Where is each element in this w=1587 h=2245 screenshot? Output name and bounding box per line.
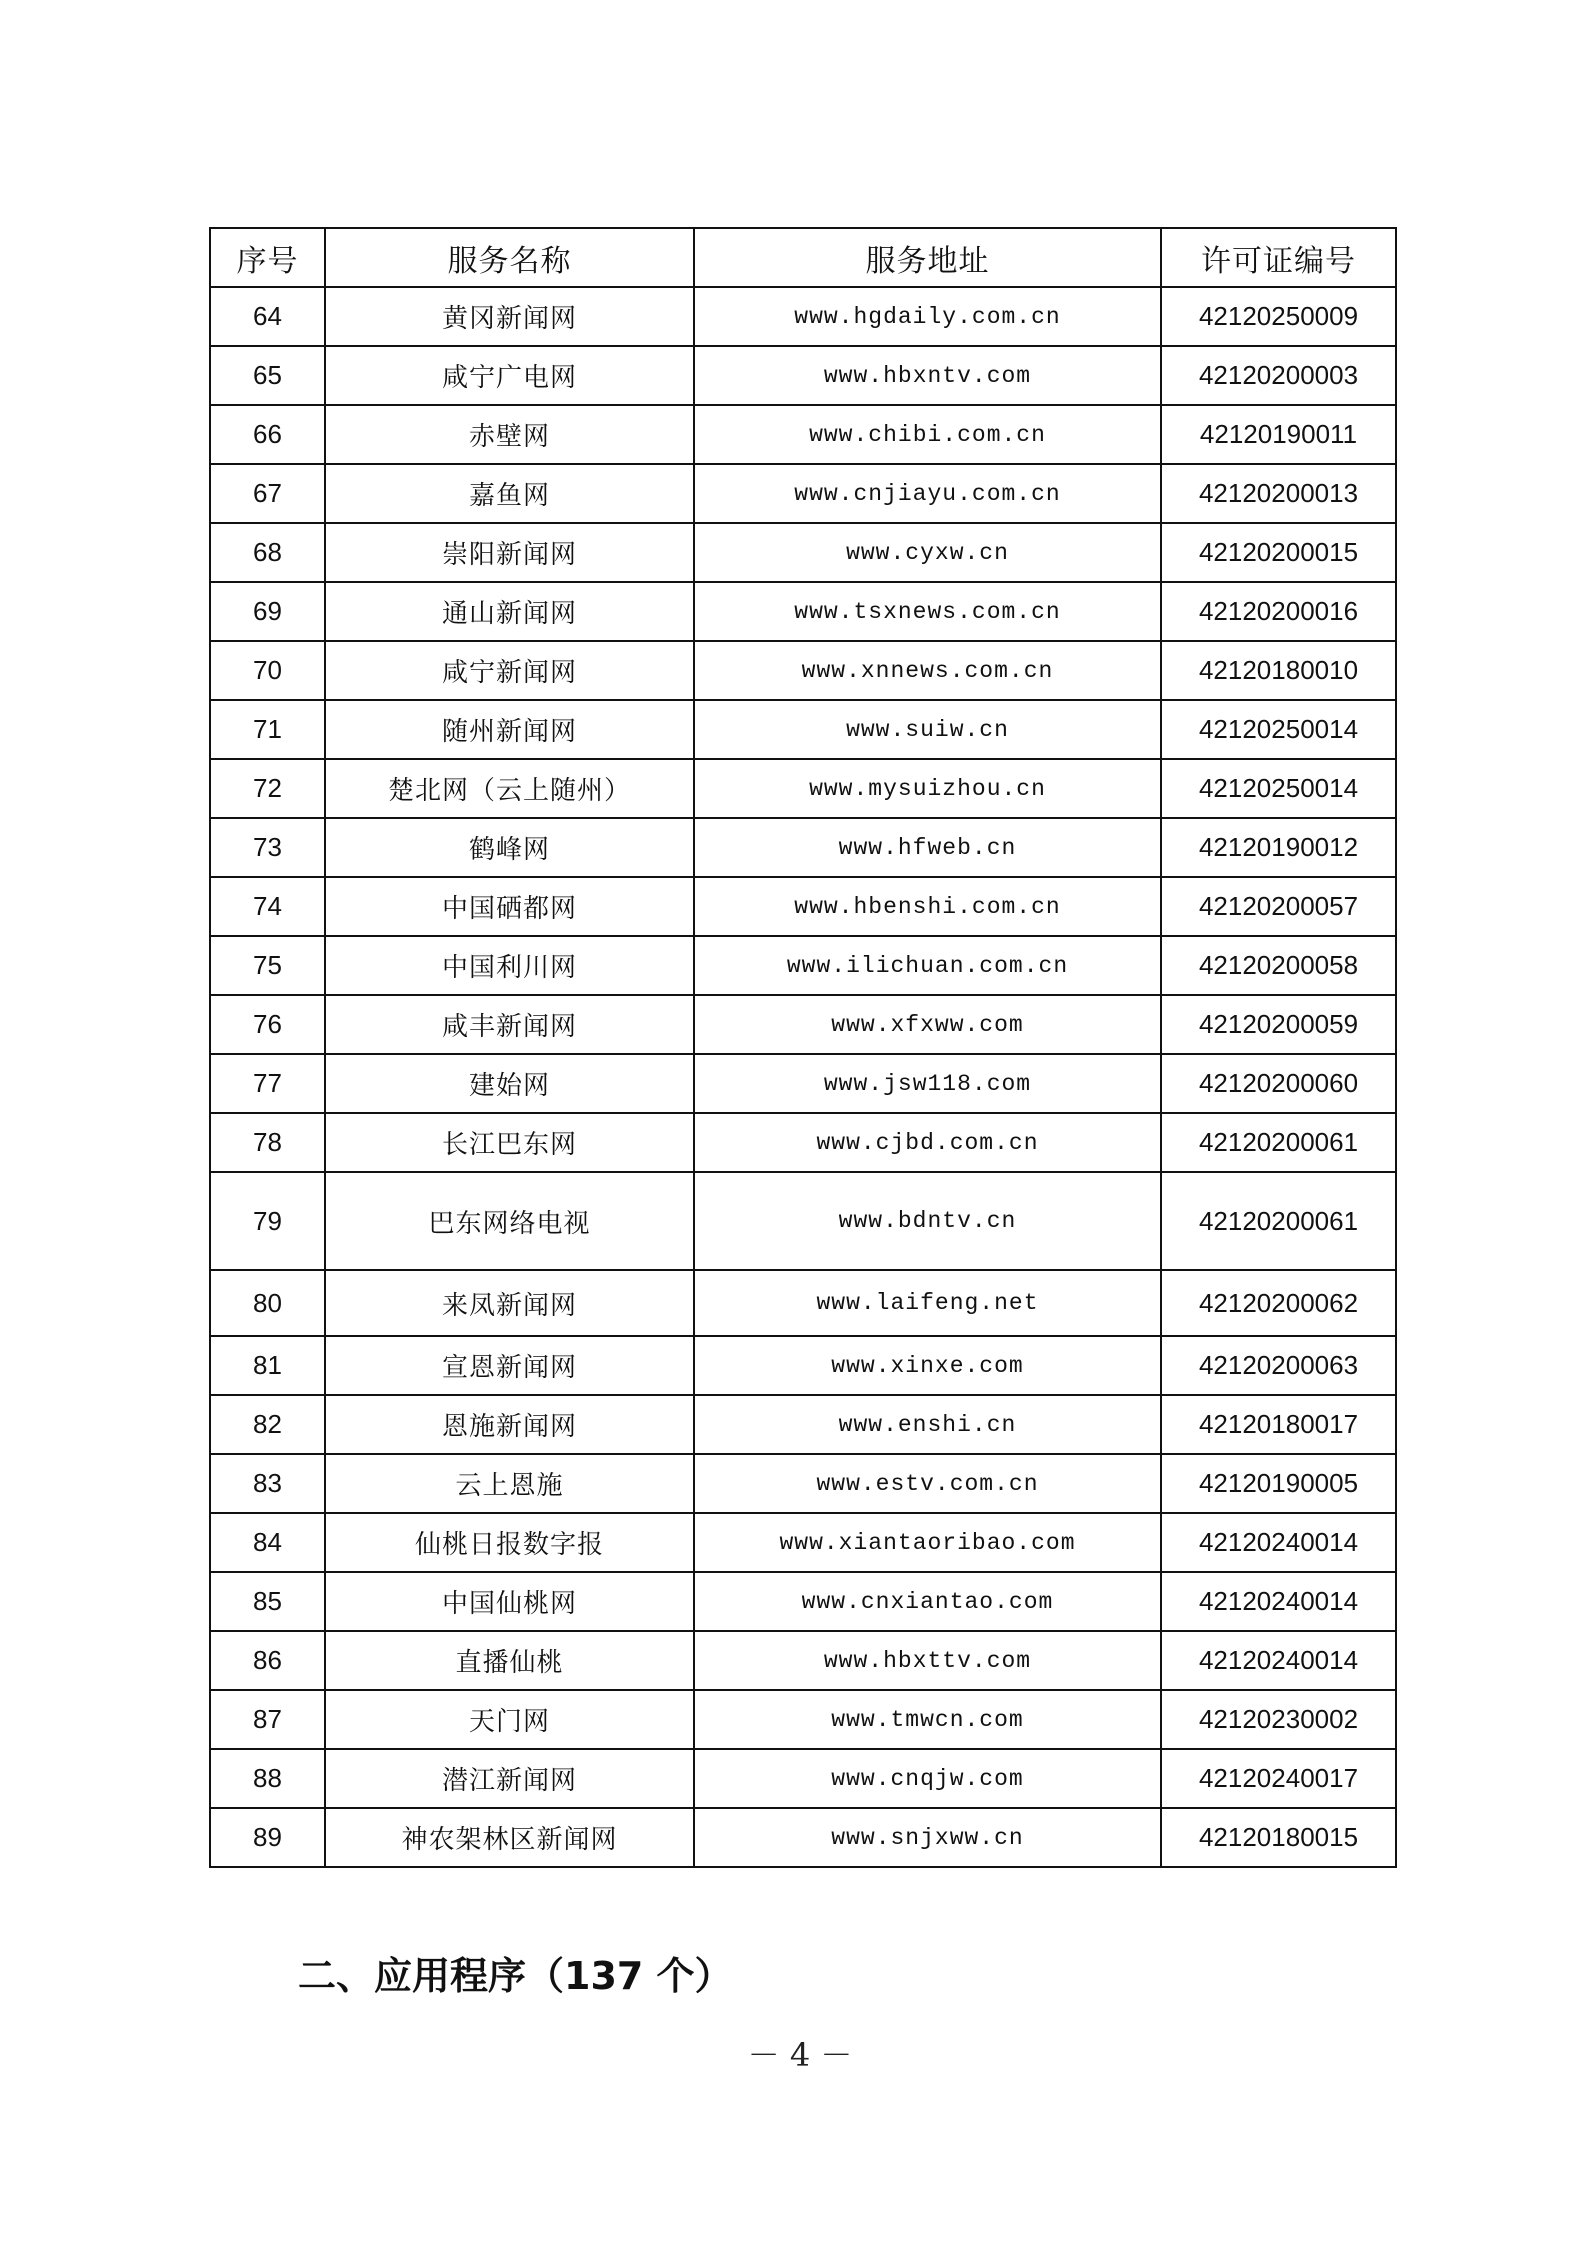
row-index: 74 <box>210 877 325 936</box>
table-row <box>210 523 1396 582</box>
table-row <box>210 995 1396 1054</box>
row-index: 69 <box>210 582 325 641</box>
service-name: 黄冈新闻网 <box>325 287 694 346</box>
row-index: 76 <box>210 995 325 1054</box>
license-number: 42120200063 <box>1161 1336 1396 1395</box>
license-number: 42120200015 <box>1161 523 1396 582</box>
row-index: 67 <box>210 464 325 523</box>
service-name: 咸丰新闻网 <box>325 995 694 1054</box>
service-url: www.cnxiantao.com <box>694 1572 1161 1631</box>
license-number: 42120200060 <box>1161 1054 1396 1113</box>
header-license-number: 许可证编号 <box>1161 228 1396 287</box>
table-row <box>210 1454 1396 1513</box>
table-row <box>210 700 1396 759</box>
service-name: 楚北网（云上随州） <box>325 759 694 818</box>
row-index: 83 <box>210 1454 325 1513</box>
license-number: 42120190012 <box>1161 818 1396 877</box>
service-name: 随州新闻网 <box>325 700 694 759</box>
license-number: 42120190011 <box>1161 405 1396 464</box>
license-number: 42120200061 <box>1161 1172 1396 1270</box>
table-row <box>210 1808 1396 1867</box>
service-name: 中国利川网 <box>325 936 694 995</box>
service-url: www.hbenshi.com.cn <box>694 877 1161 936</box>
header-index: 序号 <box>210 228 325 287</box>
service-name: 恩施新闻网 <box>325 1395 694 1454</box>
license-number: 42120250014 <box>1161 700 1396 759</box>
table-row <box>210 1113 1396 1172</box>
service-url: www.hfweb.cn <box>694 818 1161 877</box>
service-url: www.xiantaoribao.com <box>694 1513 1161 1572</box>
service-url: www.laifeng.net <box>694 1270 1161 1336</box>
service-url: www.tmwcn.com <box>694 1690 1161 1749</box>
service-name: 云上恩施 <box>325 1454 694 1513</box>
table-row <box>210 464 1396 523</box>
table-row <box>210 936 1396 995</box>
row-index: 75 <box>210 936 325 995</box>
row-index: 87 <box>210 1690 325 1749</box>
row-index: 70 <box>210 641 325 700</box>
license-number: 42120190005 <box>1161 1454 1396 1513</box>
table-row <box>210 287 1396 346</box>
row-index: 85 <box>210 1572 325 1631</box>
table-row <box>210 1054 1396 1113</box>
service-url: www.jsw118.com <box>694 1054 1161 1113</box>
service-url: www.cjbd.com.cn <box>694 1113 1161 1172</box>
table-row <box>210 582 1396 641</box>
service-name: 赤壁网 <box>325 405 694 464</box>
table-row <box>210 1572 1396 1631</box>
license-number: 42120180017 <box>1161 1395 1396 1454</box>
row-index: 81 <box>210 1336 325 1395</box>
table-row <box>210 759 1396 818</box>
service-url: www.xnnews.com.cn <box>694 641 1161 700</box>
service-name: 嘉鱼网 <box>325 464 694 523</box>
license-number: 42120200016 <box>1161 582 1396 641</box>
license-number: 42120200059 <box>1161 995 1396 1054</box>
table-row <box>210 1395 1396 1454</box>
license-number: 42120200058 <box>1161 936 1396 995</box>
row-index: 68 <box>210 523 325 582</box>
table-row <box>210 818 1396 877</box>
license-number: 42120200061 <box>1161 1113 1396 1172</box>
service-url: www.mysuizhou.cn <box>694 759 1161 818</box>
row-index: 80 <box>210 1270 325 1336</box>
service-name: 咸宁新闻网 <box>325 641 694 700</box>
table-row <box>210 1749 1396 1808</box>
license-number: 42120200003 <box>1161 346 1396 405</box>
service-url: www.enshi.cn <box>694 1395 1161 1454</box>
table-row <box>210 877 1396 936</box>
table-row <box>210 1270 1396 1336</box>
license-number: 42120180010 <box>1161 641 1396 700</box>
row-index: 86 <box>210 1631 325 1690</box>
license-number: 42120200057 <box>1161 877 1396 936</box>
table-row <box>210 641 1396 700</box>
license-number: 42120230002 <box>1161 1690 1396 1749</box>
service-name: 咸宁广电网 <box>325 346 694 405</box>
service-url: www.suiw.cn <box>694 700 1161 759</box>
service-url: www.snjxww.cn <box>694 1808 1161 1867</box>
service-url: www.xfxww.com <box>694 995 1161 1054</box>
row-index: 64 <box>210 287 325 346</box>
row-index: 65 <box>210 346 325 405</box>
service-url: www.cnjiayu.com.cn <box>694 464 1161 523</box>
service-url: www.estv.com.cn <box>694 1454 1161 1513</box>
section-heading-applications: 二、应用程序（137 个） <box>298 1954 733 1998</box>
service-name: 仙桃日报数字报 <box>325 1513 694 1572</box>
service-name: 神农架林区新闻网 <box>325 1808 694 1867</box>
table-header-row <box>210 228 1396 287</box>
table-row <box>210 405 1396 464</box>
row-index: 71 <box>210 700 325 759</box>
service-name: 来凤新闻网 <box>325 1270 694 1336</box>
service-url: www.cnqjw.com <box>694 1749 1161 1808</box>
service-name: 潜江新闻网 <box>325 1749 694 1808</box>
service-url: www.tsxnews.com.cn <box>694 582 1161 641</box>
row-index: 88 <box>210 1749 325 1808</box>
license-number: 42120240014 <box>1161 1572 1396 1631</box>
service-name: 崇阳新闻网 <box>325 523 694 582</box>
license-number: 42120240014 <box>1161 1631 1396 1690</box>
service-registry-table <box>209 227 1397 1868</box>
service-url: www.hgdaily.com.cn <box>694 287 1161 346</box>
table-row <box>210 1513 1396 1572</box>
service-name: 长江巴东网 <box>325 1113 694 1172</box>
service-url: www.ilichuan.com.cn <box>694 936 1161 995</box>
row-index: 78 <box>210 1113 325 1172</box>
license-number: 42120250009 <box>1161 287 1396 346</box>
row-index: 73 <box>210 818 325 877</box>
license-number: 42120250014 <box>1161 759 1396 818</box>
license-number: 42120180015 <box>1161 1808 1396 1867</box>
table-row <box>210 1172 1396 1270</box>
license-number: 42120200013 <box>1161 464 1396 523</box>
table-row <box>210 1631 1396 1690</box>
license-number: 42120240014 <box>1161 1513 1396 1572</box>
table-row <box>210 1690 1396 1749</box>
service-name: 直播仙桃 <box>325 1631 694 1690</box>
service-url: www.cyxw.cn <box>694 523 1161 582</box>
service-url: www.chibi.com.cn <box>694 405 1161 464</box>
row-index: 84 <box>210 1513 325 1572</box>
table-row <box>210 1336 1396 1395</box>
service-name: 中国硒都网 <box>325 877 694 936</box>
service-url: www.hbxntv.com <box>694 346 1161 405</box>
row-index: 79 <box>210 1172 325 1270</box>
license-number: 42120200062 <box>1161 1270 1396 1336</box>
table-row <box>210 346 1396 405</box>
row-index: 77 <box>210 1054 325 1113</box>
service-url: www.xinxe.com <box>694 1336 1161 1395</box>
service-name: 通山新闻网 <box>325 582 694 641</box>
row-index: 82 <box>210 1395 325 1454</box>
service-url: www.bdntv.cn <box>694 1172 1161 1270</box>
license-number: 42120240017 <box>1161 1749 1396 1808</box>
service-url: www.hbxttv.com <box>694 1631 1161 1690</box>
service-name: 宣恩新闻网 <box>325 1336 694 1395</box>
service-name: 建始网 <box>325 1054 694 1113</box>
service-name: 巴东网络电视 <box>325 1172 694 1270</box>
header-service-url: 服务地址 <box>694 228 1161 287</box>
service-name: 天门网 <box>325 1690 694 1749</box>
row-index: 89 <box>210 1808 325 1867</box>
row-index: 66 <box>210 405 325 464</box>
page-number: － 4 － <box>747 2036 853 2074</box>
header-service-name: 服务名称 <box>325 228 694 287</box>
service-name: 中国仙桃网 <box>325 1572 694 1631</box>
row-index: 72 <box>210 759 325 818</box>
service-name: 鹤峰网 <box>325 818 694 877</box>
